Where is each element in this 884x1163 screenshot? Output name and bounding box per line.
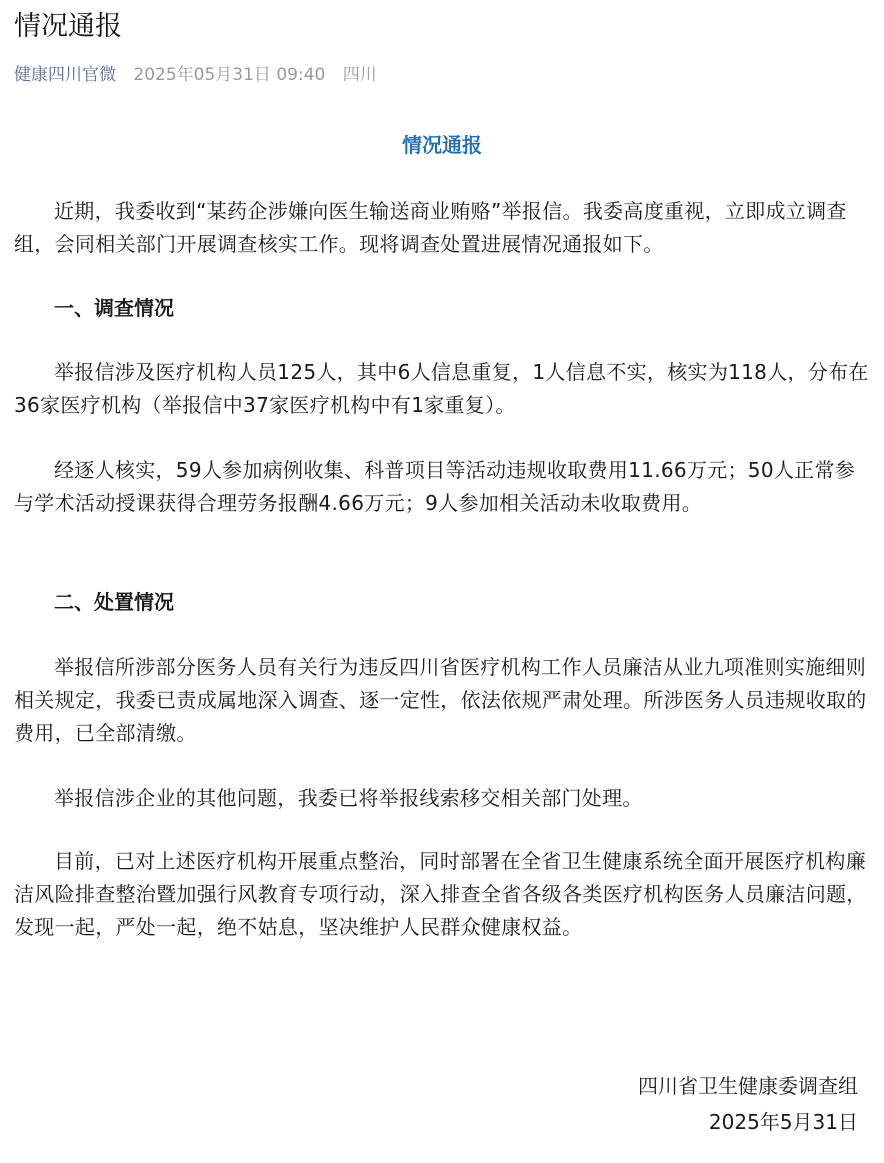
section-2-paragraph-1: 举报信所涉部分医务人员有关行为违反四川省医疗机构工作人员廉洁从业九项准则实施细则相关规定，我委已责成属地深入调查、逐一定性，依法依规严肃处理。所涉医务人员违规收取的费用，已全部清缴。 — [14, 655, 867, 745]
notice-heading: 情况通报 — [402, 133, 482, 157]
account-name-link[interactable]: 健康四川官微 — [14, 65, 116, 85]
section-2-paragraph-2: 举报信涉企业的其他问题，我委已将举报线索移交相关部门处理。 — [54, 786, 643, 810]
section-2-paragraph-3: 目前，已对上述医疗机构开展重点整治，同时部署在全省卫生健康系统全面开展医疗机构廉洁风险排查整治暨加强行风教育专项行动，深入排查全省各级各类医疗机构医务人员廉洁问题，发现一起，严处一起，绝不姑息，坚决维护人民群众健康权益。 — [14, 849, 867, 939]
signature-block — [638, 1068, 858, 1140]
intro-paragraph: 近期，我委收到“某药企涉嫌向医生输送商业贿赂”举报信。我委高度重视，立即成立调查组，会同相关部门开展调查核实工作。现将调查处置进展情况通报如下。 — [14, 199, 847, 256]
signature-org: 四川省卫生健康委调查组 — [638, 1074, 858, 1098]
article-title: 情况通报 — [14, 11, 122, 42]
signature-date: 2025年5月31日 — [708, 1110, 858, 1134]
article-meta — [14, 62, 377, 88]
section-1-title: 一、调查情况 — [54, 296, 174, 320]
section-1-paragraph-1: 举报信涉及医疗机构人员125人，其中6人信息重复，1人信息不实，核实为118人，分布在36家医疗机构（举报信中37家医疗机构中有1家重复）。 — [14, 360, 869, 417]
section-2-title: 二、处置情况 — [54, 590, 174, 614]
publish-datetime: 2025年05月31日 09:40 — [133, 65, 326, 85]
publish-location: 四川 — [342, 65, 377, 85]
section-1-paragraph-2: 经逐人核实，59人参加病例收集、科普项目等活动违规收取费用11.66万元；50人正常参与学术活动授课获得合理劳务报酬4.66万元；9人参加相关活动未收取费用。 — [14, 458, 856, 515]
